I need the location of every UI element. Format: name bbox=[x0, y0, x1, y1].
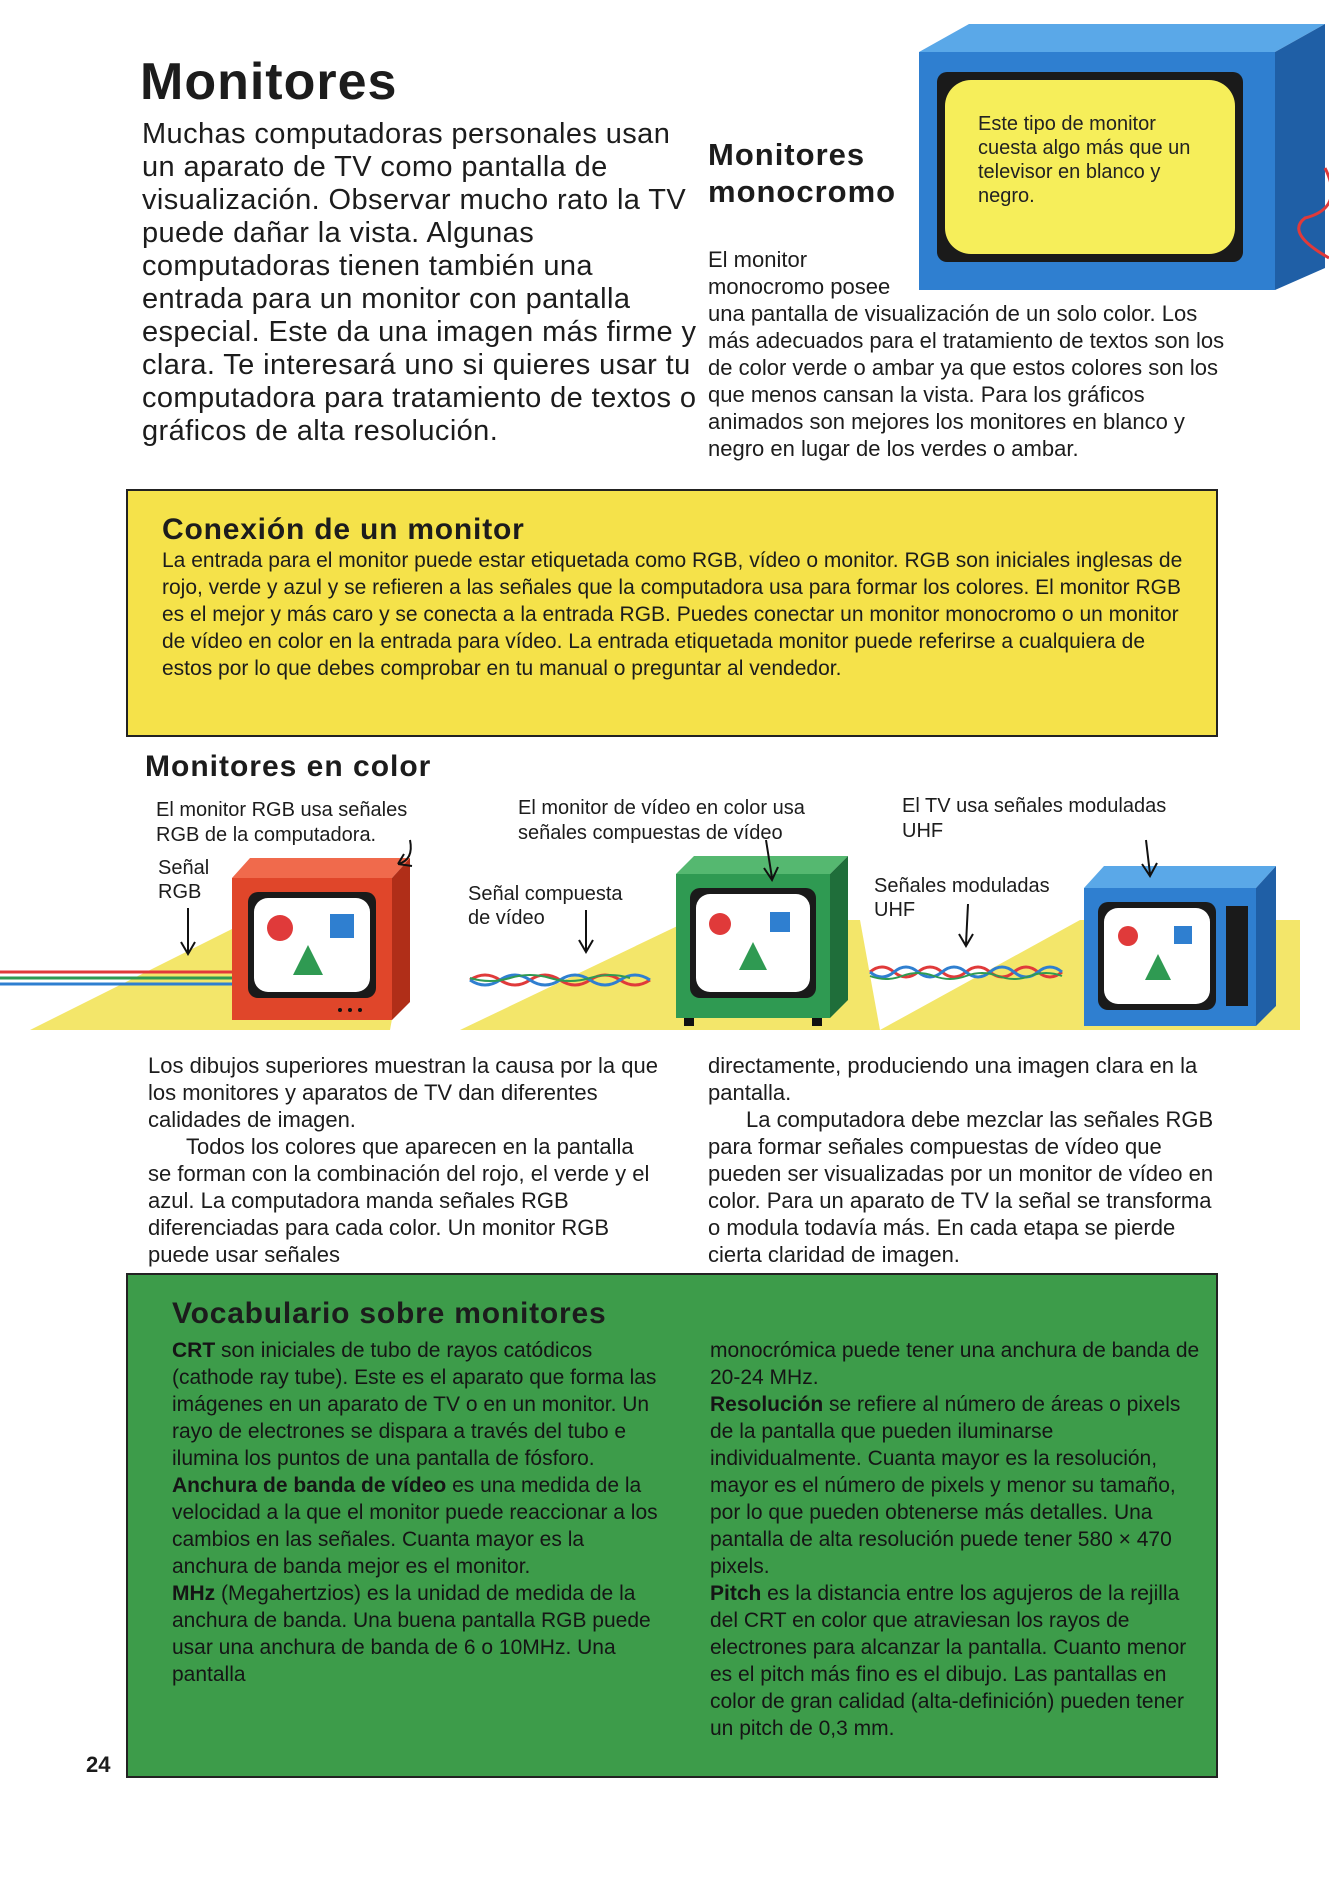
page-title: Monitores bbox=[140, 53, 398, 111]
label-rgb-signal-2: RGB bbox=[158, 881, 202, 903]
arrow-icon bbox=[959, 904, 973, 946]
tv-top bbox=[919, 24, 1325, 52]
mono-title-line1: Monitores bbox=[708, 137, 866, 172]
mono-title bbox=[708, 136, 896, 210]
arrow-icon bbox=[398, 840, 412, 866]
connection-body: La entrada para el monitor puede estar etiquetada como RGB, vídeo o monitor. RGB son iniciales inglesas de rojo, verde y azul y se refieren a las señales que la computadora usa para formar los colores. El monitor RGB es el mejor y más caro y se conecta a la entrada RGB. Puedes conectar un monitor monocromo o un monitor de vídeo en color en la entrada para vídeo. La entrada etiquetada monitor puede referirse a cualquiera de estos por lo que debes comprobar en tu manual o preguntar al vendedor. bbox=[162, 549, 1183, 680]
arrow-icon bbox=[1142, 840, 1157, 876]
mono-body: una pantalla de visualización de un solo color. Los más adecuados para el tratamiento de textos son los de color verde o ambar ya que estos colores son los que menos cansan la vista. Para los gráficos animados son mejores los monitores en blanco y negro en lugar de los verdes o ambar. bbox=[708, 301, 1225, 461]
connection-box bbox=[126, 489, 1218, 737]
def-pitch: es la distancia entre los agujeros de la rejilla del CRT en color que atraviesan los rayos de electrones para alcanzar la pantalla. Cuanto menor es el pitch más fino es el dibujo. Las pantallas en color de gran calidad (alta-definición) pueden tener un pitch de 0,3 mm. bbox=[710, 1582, 1187, 1740]
caption-video: El monitor de vídeo en color usa señales compuestas de vídeo bbox=[518, 797, 805, 844]
body-right-p2: La computadora debe mezclar las señales RGB para formar señales compuestas de vídeo que pueden ser visualizadas por un monitor de vídeo en color. Para un aparato de TV la señal se transforma o modula todavía más. En cada etapa se pierde cierta claridad de imagen. bbox=[708, 1107, 1214, 1267]
tv-caption: Este tipo de monitor cuesta algo más que un televisor en blanco y negro. bbox=[978, 113, 1191, 207]
term-pitch: Pitch bbox=[710, 1582, 762, 1605]
label-composite-signal-2: de vídeo bbox=[468, 907, 545, 929]
body-right-p1: directamente, produciendo una imagen clara en la pantalla. bbox=[708, 1053, 1198, 1105]
label-uhf-signal-2: UHF bbox=[874, 899, 916, 921]
body-left-p1: Los dibujos superiores muestran la causa por la que los monitores y aparatos de TV dan diferentes calidades de imagen. bbox=[148, 1053, 658, 1132]
label-rgb-signal-1: Señal bbox=[158, 857, 210, 879]
vocab-title: Vocabulario sobre monitores bbox=[172, 1297, 607, 1330]
term-mhz: MHz bbox=[172, 1582, 216, 1605]
term-bandwidth: Anchura de banda de vídeo bbox=[172, 1474, 447, 1497]
label-composite-signal-1: Señal compuesta bbox=[468, 883, 623, 905]
term-resolution: Resolución bbox=[710, 1393, 824, 1416]
arrow-icon bbox=[579, 910, 593, 952]
def-bandwidth: es una medida de la velocidad a la que el monitor puede reaccionar a los cambios en las señales. Cuanta mayor es la anchura de banda mejor es el monitor. bbox=[172, 1474, 658, 1578]
intro-paragraph: Muchas computadoras personales usan un aparato de TV como pantalla de visualización. Observar mucho rato la TV puede dañar la vista. Algunas computadoras tienen también una entrada para un monitor con pantalla especial. Este da una imagen más firme y clara. Te interesará uno si quieres usar tu computadora para tratamiento de textos o gráficos de alta resolución. bbox=[142, 118, 697, 447]
mono-lead: El monitor monocromo posee bbox=[708, 247, 891, 299]
label-uhf-signal-1: Señales moduladas bbox=[874, 875, 1050, 897]
body-left-p2: Todos los colores que aparecen en la pantalla se forman con la combinación del rojo, el verde y el azul. La computadora manda señales RGB diferenciadas para cada color. Un monitor RGB puede usar señales bbox=[148, 1134, 650, 1267]
term-crt: CRT bbox=[172, 1339, 216, 1362]
pointer-arrows bbox=[0, 820, 1329, 960]
body-left bbox=[148, 1052, 658, 1268]
def-crt: son iniciales de tubo de rayos catódicos (cathode ray tube). Este es el aparato que forma las imágenes en un aparato de TV o en un monitor. Un rayo de electrones se dispara a través del tubo e ilumina los puntos de una pantalla de fósforo. bbox=[172, 1339, 657, 1470]
body-right bbox=[708, 1052, 1228, 1268]
arrow-icon bbox=[764, 840, 778, 880]
vocab-right bbox=[710, 1337, 1200, 1742]
def-resolution: se refiere al número de áreas o pixels de la pantalla que pueden iluminarse individualmente. Cuanta mayor es la resolución, mayor es el número de pixels y menor su tamaño, por lo que pueden obtenerse más detalles. Una pantalla de alta resolución puede tener 580 × 470 pixels. bbox=[710, 1393, 1181, 1578]
page-number: 24 bbox=[86, 1752, 111, 1777]
vocab-box bbox=[126, 1273, 1218, 1778]
def-mhz-cont: monocrómica puede tener una anchura de banda de 20-24 MHz. bbox=[710, 1339, 1200, 1389]
vocab-left bbox=[172, 1337, 662, 1688]
caption-rgb: El monitor RGB usa señales RGB de la computadora. bbox=[156, 799, 408, 846]
caption-tv: El TV usa señales moduladas UHF bbox=[902, 795, 1167, 842]
arrow-icon bbox=[181, 908, 195, 954]
mono-title-line2: monocromo bbox=[708, 174, 897, 209]
color-title: Monitores en color bbox=[145, 750, 432, 783]
connection-title: Conexión de un monitor bbox=[162, 513, 525, 546]
def-mhz: (Megahertzios) es la unidad de medida de la anchura de banda. Una buena pantalla RGB puede usar una anchura de banda de 6 o 10MHz. Una pantalla bbox=[172, 1582, 651, 1686]
